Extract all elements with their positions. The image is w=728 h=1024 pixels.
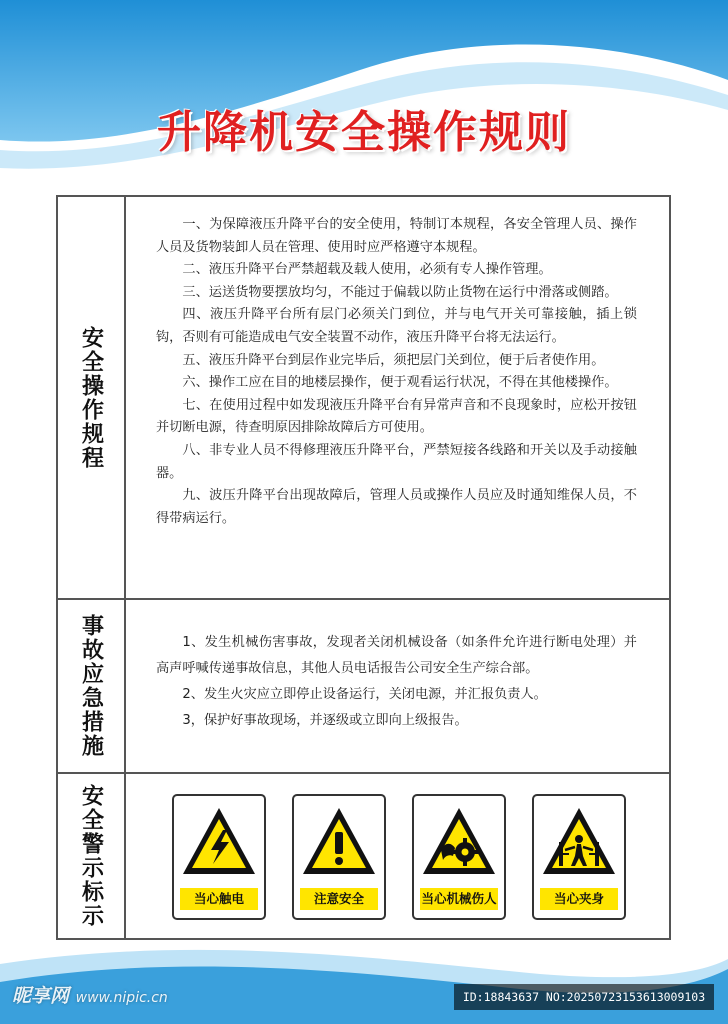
crush-icon bbox=[539, 802, 619, 882]
page-title: 升降机安全操作规则 bbox=[157, 107, 571, 158]
watermark-brand: 昵享网 www.nipic.cn bbox=[12, 985, 168, 1007]
row-safety-rules bbox=[58, 197, 669, 600]
rule-item: 七、在使用过程中如发现液压升降平台有异常声音和不良现象时，应松开按钮并切断电源，待查明原因排除故障后方可使用。 bbox=[156, 397, 637, 436]
emergency-item: 1、发生机械伤害事故，发现者关闭机械设备（如条件允许进行断电处理）并高声呼喊传递事故信息，其他人员电话报告公司安全生产综合部。 bbox=[156, 635, 637, 676]
row-label-warning-signs: 安全警示标示 bbox=[58, 774, 126, 938]
exclamation-icon bbox=[299, 802, 379, 882]
rule-item: 二、液压升降平台严禁超载及载人使用，必须有专人操作管理。 bbox=[182, 262, 552, 278]
rule-item: 六、操作工应在目的地楼层操作，便于观看运行状况，不得在其他楼操作。 bbox=[182, 375, 618, 391]
rule-item: 九、波压升降平台出现故障后，管理人员或操作人员应及时通知维保人员，不得带病运行。 bbox=[156, 488, 637, 526]
sign-crush: 当心夹身 bbox=[532, 794, 626, 920]
row-label-safety-rules: 安全操作规程 bbox=[58, 197, 126, 598]
electric-shock-icon bbox=[179, 802, 259, 882]
emergency-list bbox=[126, 600, 669, 772]
gear-hand-icon bbox=[419, 802, 499, 882]
row-warning-signs bbox=[58, 774, 669, 938]
rule-item: 一、为保障液压升降平台的安全使用，特制订本规程，各安全管理人员、操作人员及货物装卸人员在管理、使用时应严格遵守本规程。 bbox=[156, 217, 637, 255]
sign-electric-shock: 当心触电 bbox=[172, 794, 266, 920]
sign-caution: 注意安全 bbox=[292, 794, 386, 920]
row-label-emergency: 事故应急措施 bbox=[58, 600, 126, 772]
emergency-item: 3，保护好事故现场，并逐级或立即向上级报告。 bbox=[182, 713, 468, 728]
warning-signs-area bbox=[126, 774, 669, 938]
row-emergency bbox=[58, 600, 669, 774]
sign-machine-injury: 当心机械伤人 bbox=[412, 794, 506, 920]
rules-table bbox=[56, 195, 671, 940]
emergency-item: 2、发生火灾应立即停止设备运行，关闭电源，并汇报负责人。 bbox=[182, 687, 547, 702]
bottom-wave-background bbox=[0, 934, 728, 1024]
safety-rules-list bbox=[126, 197, 669, 598]
image-id-label: ID:18843637 NO:20250723153613009103 bbox=[454, 984, 714, 1010]
rule-item: 三、运送货物要摆放均匀，不能过于偏载以防止货物在运行中滑落或侧踏。 bbox=[182, 284, 618, 300]
rule-item: 四、液压升降平台所有层门必须关门到位，并与电气开关可靠接触，插上锁钩，否则有可能造成电气安全装置不动作，液压升降平台将无法运行。 bbox=[156, 307, 637, 345]
rule-item: 五、液压升降平台到层作业完毕后，须把层门关到位，便于后者使作用。 bbox=[182, 352, 605, 368]
rule-item: 八、非专业人员不得修理液压升降平台，严禁短接各线路和开关以及手动接触器。 bbox=[156, 442, 637, 481]
